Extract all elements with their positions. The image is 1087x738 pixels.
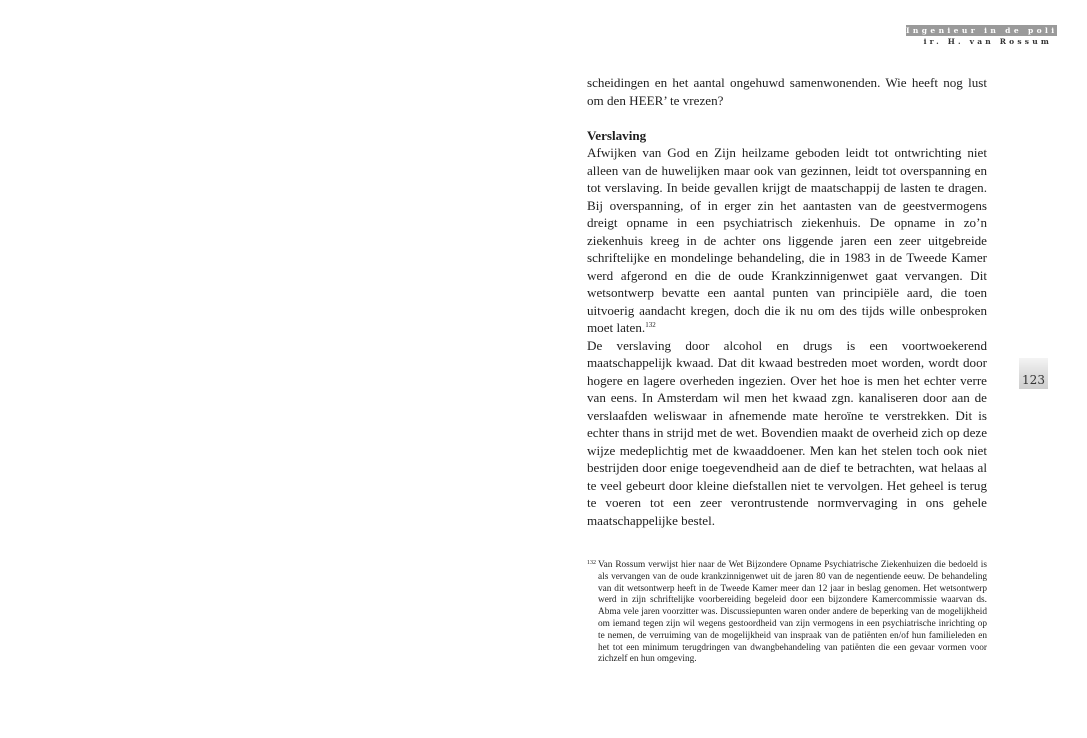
body-paragraph — [587, 144, 987, 337]
footnote — [587, 560, 987, 666]
section-heading: Verslaving — [587, 127, 647, 143]
opening-paragraph: scheidingen en het aantal ongehuwd samenwonenden. Wie heeft nog lust om den HEER’ te vrezen? — [587, 75, 987, 108]
body-paragraph: De verslaving door alcohol en drugs is een voortwoekerend maatschappelijk kwaad. Dat dit kwaad bestreden moet worden, wordt door hogere en lagere overheden ingezien. Over het hoe is men het echter verre van eens. In Amsterdam wil men het kwaad zgn. kanaliseren door aan de verslaafden weliswaar in afnemende mate heroïne te verstrekken. Dit is echter thans in strijd met de wet. Bovendien maakt de overheid zich op deze wijze medeplichtig met de kwaaddoener. Men kan het stelen toch ook niet bestrijden door enige toegevendheid aan de dief te betrachten, wat helaas al te veel gebeurt door kleine diefstallen niet te vervolgen. Het geheel is terug te voeren tot een zeer verontrustende normvervaging in ons gehele maatschappelijke bestel. — [587, 337, 987, 528]
footnote-text: Van Rossum verwijst hier naar de Wet Bijzondere Opname Psychiatrische Ziekenhuizen die bedoeld is als vervangen van de oude krankzinnigenwet uit de jaren 80 van de negentiende eeuw. De behandeling van dit wetsontwerp heeft in de Tweede Kamer meer dan 12 jaar in beslag genomen. Het wetsontwerp werd in zijn schriftelijke voorbereiding begeleid door een bijzondere Kamercommissie waarvan ds. Abma vele jaren voorzitter was. Discussiepunten waren onder andere de beperking van de mogelijkheid om iemand tegen zijn wil wegens gestoordheid van zijn vermogens in een psychiatrische inrichting op te nemen, de verruiming van de mogelijkheid van inspraak van de patiënten en/of hun familieleden en het tot een minimum terugdringen van dwangbehandeling van patiënten die een gevaar vormen voor zichzelf en hun omgeving. — [598, 560, 987, 665]
page-number-tab — [1019, 358, 1048, 389]
page-number: 123 — [1022, 373, 1045, 387]
body-paragraph-text: Afwijken van God en Zijn heilzame geboden leidt tot ontwrichting niet alleen van de huwelijken maar ook van gezinnen, leidt tot overspanning en tot verslaving. In beide gevallen krijgt de maatschappij de lasten te dragen. Bij overspanning, of in erger zin het aantasten van de geestvermogens dreigt opname in een psychiatrisch ziekenhuis. De opname in zo’n ziekenhuis kreeg in de achter ons liggende jaren een zeer uitgebreide schriftelijke en mondelinge behandeling, die in 1983 in de Tweede Kamer werd afgerond en die de oude Krankzinnigenwet gaat vervangen. Dit wetsontwerp bevatte een aantal punten van principiële aard, die toen uitvoerig aandacht kregen, doch die ik nu om des tijds wille onbesproken moet laten. — [587, 145, 987, 335]
footnote-reference[interactable]: 132 — [645, 321, 656, 329]
footnote-number: 132 — [587, 560, 596, 566]
main-text-column — [587, 74, 987, 529]
running-header-title: Ingenieur in de politiek — [906, 26, 1087, 35]
running-header-author: ir. H. van Rossum — [923, 37, 1052, 46]
